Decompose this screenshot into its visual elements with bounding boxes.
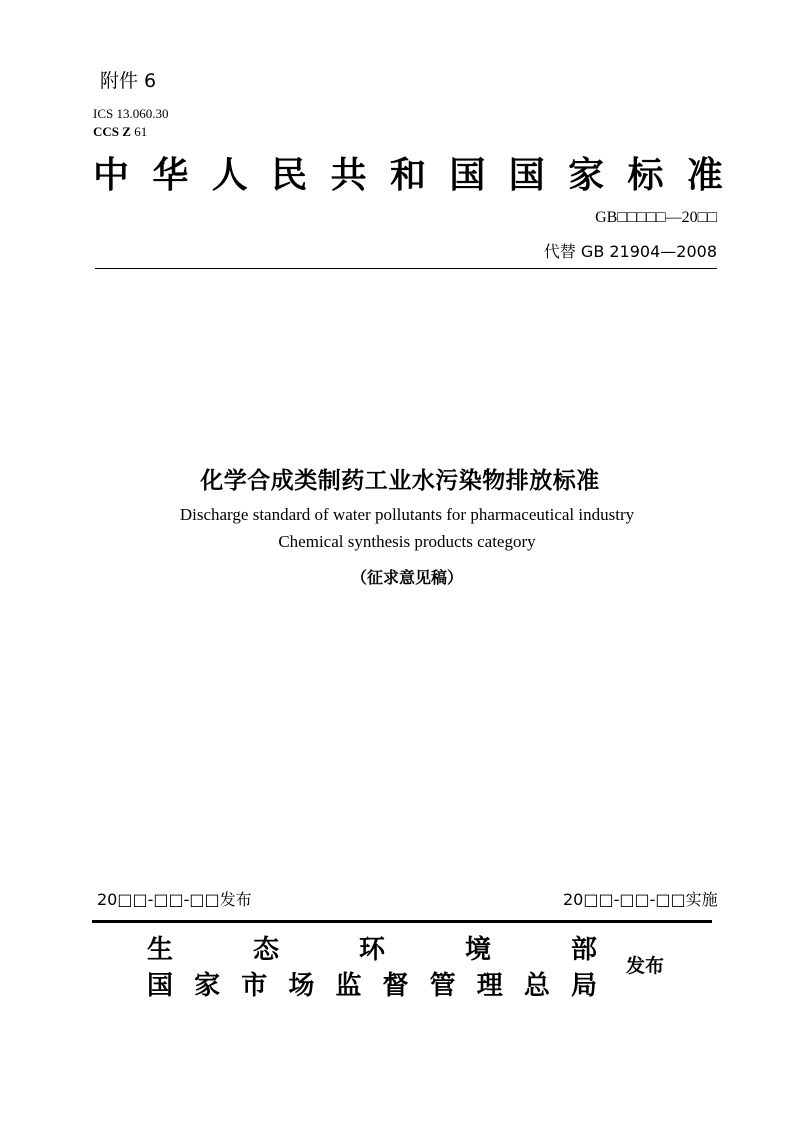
issuer-char: 市 [241,971,268,1001]
document-title-en-line1: Discharge standard of water pollutants for pharmaceutical industry [179,505,635,524]
publish-word: 发布 [626,955,665,977]
national-title-char: 国 [449,154,486,196]
ccs-code [93,124,147,140]
issuer-char: 总 [523,971,550,1001]
replaces-standard: 代替 GB 21904—2008 [543,242,717,261]
ics-code: ICS 13.060.30 [93,106,169,121]
national-standard-title [93,150,723,200]
standard-number: GB□□□□□—20□□ [595,209,717,226]
attachment-label: 附件 6 [100,70,157,92]
issuer-char: 生 [147,935,174,965]
footer-divider [92,920,712,923]
national-title-char: 人 [211,154,248,196]
national-title-char: 华 [152,154,189,196]
issuer-char: 国 [147,971,174,1001]
national-title-char: 共 [330,154,367,196]
document-title-cn: 化学合成类制药工业水污染物排放标准 [200,468,600,494]
implementation-date: 20□□-□□-□□实施 [563,890,718,909]
issuer-char: 家 [194,971,221,1001]
header-divider [95,268,717,269]
national-title-char: 国 [508,154,545,196]
national-title-char: 准 [686,154,723,196]
issuer-char: 部 [570,935,597,965]
national-title-char: 和 [389,154,426,196]
ccs-prefix: CCS Z [93,124,131,139]
ccs-number: 61 [130,124,148,139]
national-title-char: 家 [568,154,605,196]
issuer-char: 场 [288,971,315,1001]
document-title-en-line2: Chemical synthesis products category [278,532,536,551]
national-title-char: 标 [627,154,664,196]
national-title-char: 民 [271,154,308,196]
issuer-char: 环 [358,935,385,965]
issuer-char: 理 [476,971,503,1001]
issuer-char: 态 [252,935,279,965]
issuer-char: 督 [382,971,409,1001]
issuer-char: 局 [570,971,597,1001]
issuer-char: 境 [464,935,491,965]
issue-date: 20□□-□□-□□发布 [97,890,252,909]
issuer-char: 管 [429,971,456,1001]
national-title-char: 中 [93,154,130,196]
issuer-char: 监 [335,971,362,1001]
draft-note: （征求意见稿） [350,568,463,587]
issuer-administration [147,968,597,1004]
issuer-ministry [147,932,597,968]
